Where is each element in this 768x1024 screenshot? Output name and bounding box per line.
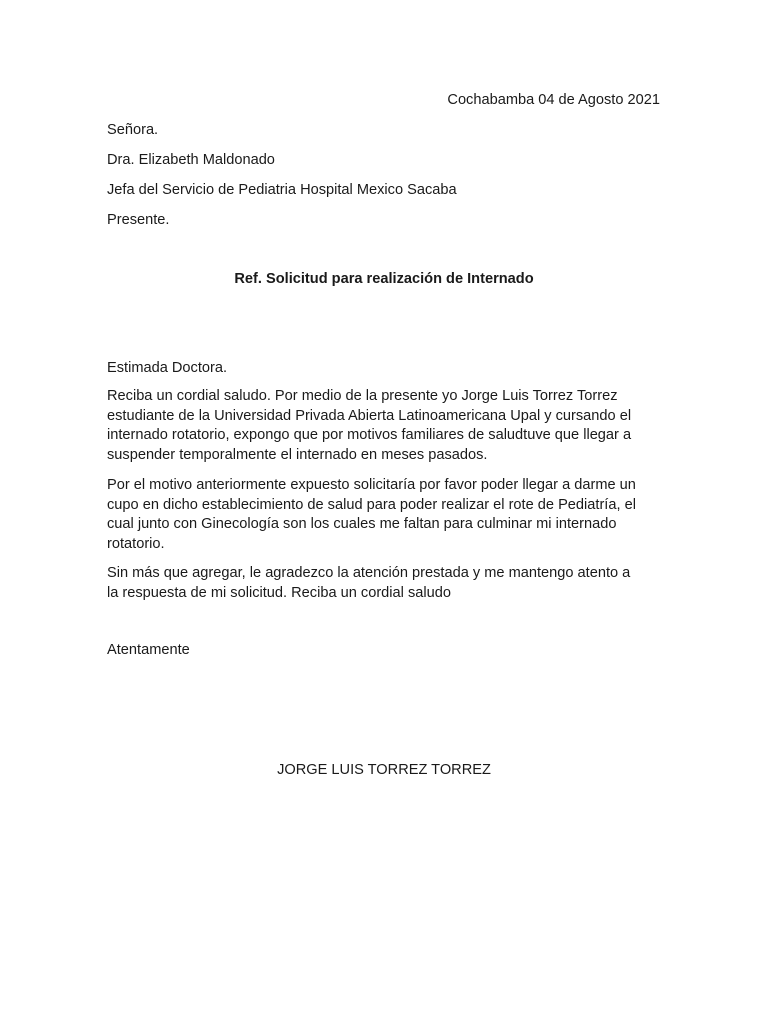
closing: Atentamente <box>107 642 190 658</box>
paragraph-line: Sin más que agregar, le agradezco la atención prestada y me mantengo atento a <box>107 565 631 581</box>
salutation: Estimada Doctora. <box>107 360 228 376</box>
body-paragraph-2 <box>107 476 667 554</box>
reference-heading: Ref. Solicitud para realización de Internado <box>234 271 534 287</box>
paragraph-line: suspender temporalmente el internado en meses pasados. <box>107 446 488 463</box>
letter-date: Cochabamba 04 de Agosto 2021 <box>447 92 660 108</box>
addressee-position: Jefa del Servicio de Pediatria Hospital Mexico Sacaba <box>107 182 457 198</box>
paragraph-line: cupo en dicho establecimiento de salud para poder realizar el rote de Pediatría, el <box>107 496 636 513</box>
paragraph-line: estudiante de la Universidad Privada Abierta Latinoamericana Upal y cursando el <box>107 407 632 424</box>
addressee-title: Señora. <box>107 122 159 138</box>
signature-name: JORGE LUIS TORREZ TORREZ <box>277 762 491 778</box>
paragraph-line: Reciba un cordial saludo. Por medio de la presente yo Jorge Luis Torrez Torrez <box>107 388 618 404</box>
addressee-presente: Presente. <box>107 212 170 228</box>
paragraph-line: la respuesta de mi solicitud. Reciba un cordial saludo <box>107 584 451 601</box>
paragraph-line: Por el motivo anteriormente expuesto solicitaría por favor poder llegar a darme un <box>107 477 636 493</box>
body-paragraph-1 <box>107 387 667 465</box>
paragraph-line: rotatorio. <box>107 535 165 552</box>
body-paragraph-3 <box>107 564 667 603</box>
addressee-name: Dra. Elizabeth Maldonado <box>107 152 275 168</box>
paragraph-line: cual junto con Ginecología son los cuales me faltan para culminar mi internado <box>107 516 617 532</box>
paragraph-line: internado rotatorio, expongo que por motivos familiares de saludtuve que llegar a <box>107 427 632 443</box>
